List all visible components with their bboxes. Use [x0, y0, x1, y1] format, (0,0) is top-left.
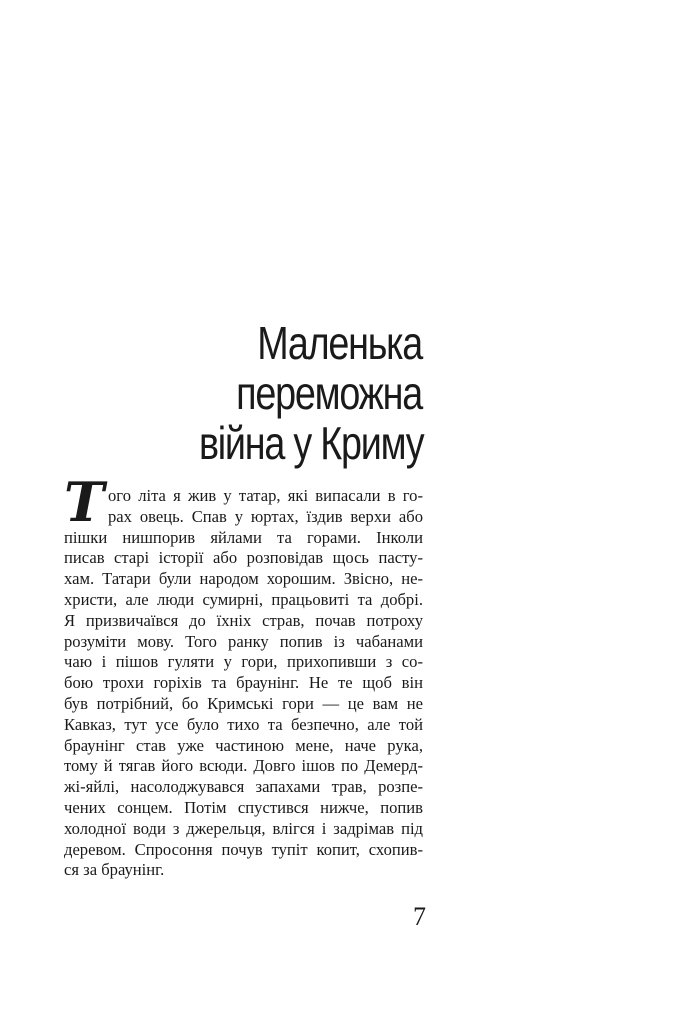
text-line: браунінг став уже частиною мене, наче рука, [64, 735, 423, 755]
text-line: Я призвичаївся до їхніх страв, почав потроху [64, 610, 423, 630]
text-line: ся за браунінг. [64, 860, 165, 880]
chapter-title-line-3: війна у Криму [198, 417, 424, 469]
drop-cap: Т [64, 470, 105, 534]
page-number: 7 [413, 902, 426, 931]
chapter-title [199, 318, 422, 468]
text-line: бою трохи горіхів та браунінг. Не те щоб він [64, 673, 423, 693]
text-line: ого літа я жив у татар, які випасали в го- [108, 486, 423, 505]
text-line: був потрібний, бо Кримські гори — це вам не [64, 693, 423, 713]
text-line: хам. Татари були народом хорошим. Звісно, не- [64, 569, 423, 589]
text-line: пішки нишпорив яйлами та горами. Інколи [64, 527, 423, 547]
chapter-title-line-1: Маленька [257, 317, 422, 369]
text-line: христи, але люди сумирні, працьовиті та добрі. [64, 589, 423, 609]
text-line: тому й тягав його всюди. Довго ішов по Демерд- [64, 756, 423, 776]
text-line: чаю і пішов гуляти у гори, прихопивши з со- [64, 652, 423, 672]
text-line: жі-яйлі, насолоджувався запахами трав, розпе- [64, 777, 423, 797]
chapter-title-line-2: переможна [236, 367, 422, 419]
text-line: рах овець. Спав у юртах, їздив верхи або [108, 506, 423, 526]
body-paragraph [64, 486, 423, 881]
text-line: деревом. Спросоння почув тупіт копит, схопив- [64, 839, 423, 859]
text-line: Кавказ, тут усе було тихо та безпечно, але той [64, 714, 423, 734]
text-line: писав старі історії або розповідав щось пасту- [64, 548, 423, 568]
text-line: чених сонцем. Потім спустився нижче, попив [64, 797, 423, 817]
text-line: розуміти мову. Того ранку попив із чабанами [64, 631, 423, 651]
text-line: холодної води з джерельця, влігся і задрімав під [64, 818, 423, 838]
